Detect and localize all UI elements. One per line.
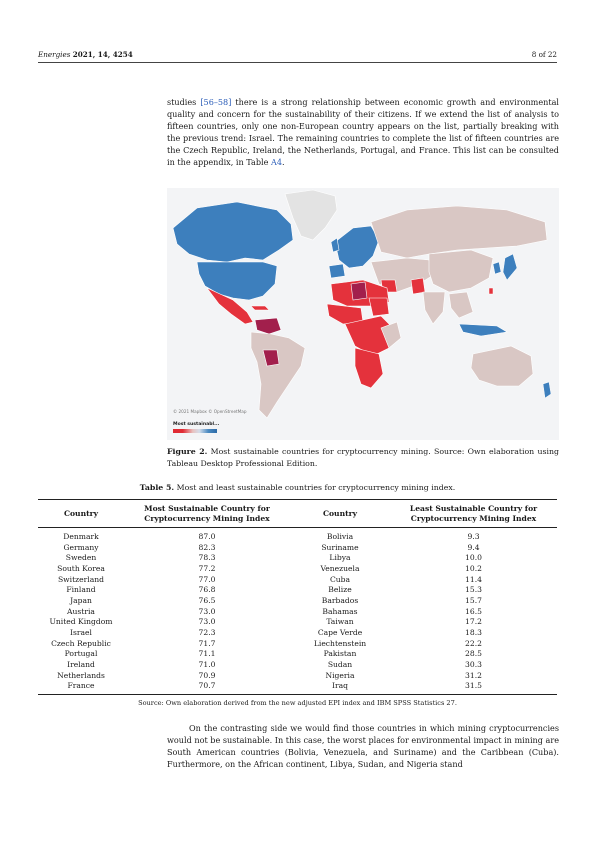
table-row <box>38 671 557 682</box>
table-row <box>38 628 557 639</box>
least-country: Pakistan <box>323 649 357 659</box>
least-value: 30.3 <box>465 659 482 669</box>
most-value: 72.3 <box>198 627 216 637</box>
map-legend-title[interactable]: Most sustainabl... <box>173 422 220 427</box>
most-country: Netherlands <box>57 670 105 680</box>
map-region-taiwan <box>489 288 493 294</box>
most-country: Portugal <box>64 649 98 659</box>
most-value: 76.8 <box>198 585 216 595</box>
most-value: 82.3 <box>198 542 216 552</box>
map-region-iberia <box>329 264 345 278</box>
most-country: United Kingdom <box>49 617 113 627</box>
most-value: 77.0 <box>198 574 216 584</box>
least-value: 9.3 <box>467 532 480 541</box>
map-region-pakistan <box>411 278 425 294</box>
table-row <box>38 649 557 660</box>
most-country: Israel <box>70 627 92 637</box>
page-number: 8 of 22 <box>531 50 557 59</box>
header-rule <box>38 62 557 63</box>
least-country: Cape Verde <box>317 627 363 637</box>
closing-paragraph: On the contrasting side we would find those countries in which mining cryptocurrencies would not be sustainable. In this case, the worst places for environmental impact in mining are South American countries (Bolivia, Venezuela, and Suriname) and the Caribbean (Cuba). Furthermore, on the African continent, Libya, Sudan, and Nigeria stand <box>167 723 559 770</box>
figure-label: Figure 2. <box>167 447 208 456</box>
most-value: 73.0 <box>198 617 216 627</box>
least-value: 16.5 <box>465 606 482 616</box>
least-value: 31.5 <box>390 681 557 694</box>
header-least-index: Least Sustainable Country for Cryptocurrency Mining Index <box>390 500 557 528</box>
most-value: 77.2 <box>198 563 216 573</box>
journal-citation: Energies 2021, 14, 4254 <box>38 50 133 59</box>
most-value: 76.5 <box>198 595 216 605</box>
most-country: Switzerland <box>57 574 104 584</box>
header-most-index: Most Sustainable Country for Cryptocurrency Mining Index <box>124 500 290 528</box>
least-country: Bahamas <box>322 606 358 616</box>
table-row <box>38 543 557 554</box>
least-value: 17.2 <box>465 617 482 627</box>
intro-paragraph: studies [56–58] there is a strong relationship between economic growth and environmental quality and concern for the sustainability of their citizens. If we extend the list of analysis to fifteen countries, only one non-European country appears on the list, partially breaking with the previous trend: Israel. The remaining countries to complete the list of fifteen countries are the Czech Republic, Ireland, the Netherlands, Portugal, and France. This list can be consulted in the appendix, in Table A4. <box>167 97 560 168</box>
least-country: Liechtenstein <box>313 638 367 648</box>
table-title: Table 5. Most and least sustainable countries for cryptocurrency mining index. <box>139 483 456 492</box>
least-value: 9.4 <box>467 542 480 552</box>
most-country: Ireland <box>67 659 95 669</box>
citation-link[interactable]: [56–58] <box>200 97 232 107</box>
most-value: 73.0 <box>198 606 216 616</box>
header-country-least: Country <box>290 500 390 528</box>
table-row <box>38 528 557 543</box>
page-header <box>38 50 557 62</box>
table-source-note: Source: Own elaboration derived from the new adjusted EPI index and IBM SPSS Statistics 27. <box>138 699 457 707</box>
least-country: Suriname <box>321 542 359 552</box>
table-header-row <box>38 500 557 528</box>
most-value: 71.7 <box>198 638 216 648</box>
least-country: Bolivia <box>326 532 354 541</box>
least-country: Belize <box>328 585 352 595</box>
table-row <box>38 553 557 564</box>
least-country: Venezuela <box>320 563 360 573</box>
most-value: 78.3 <box>198 553 216 563</box>
table-a4-link[interactable]: A4 <box>270 157 282 168</box>
least-value: 18.3 <box>465 627 482 637</box>
most-country: Germany <box>63 542 99 552</box>
least-country: Taiwan <box>326 617 354 627</box>
table-row <box>38 585 557 596</box>
table-row <box>38 596 557 607</box>
least-country: Nigeria <box>325 670 355 680</box>
table-row <box>38 681 557 694</box>
figure-caption: Figure 2. Most sustainable countries for cryptocurrency mining. Source: Own elaboration using Tableau Desktop Professional Edition. <box>167 447 559 468</box>
most-country: Japan <box>70 595 92 605</box>
least-value: 22.2 <box>465 638 482 648</box>
least-value: 28.5 <box>465 649 482 659</box>
least-value: 15.3 <box>465 585 482 595</box>
most-value: 71.1 <box>198 649 216 659</box>
table-row <box>38 617 557 628</box>
most-country: South Korea <box>57 563 105 573</box>
map-credit: © 2021 Mapbox © OpenStreetMap <box>173 409 247 414</box>
least-country: Sudan <box>327 659 353 669</box>
least-value: 11.4 <box>465 574 482 584</box>
sustainability-table <box>38 499 557 695</box>
table-row <box>38 660 557 671</box>
table-row <box>38 564 557 575</box>
most-country: Austria <box>67 606 95 616</box>
least-country: Iraq <box>290 681 390 694</box>
world-map <box>167 188 559 440</box>
header-country-most: Country <box>38 500 124 528</box>
most-country: Sweden <box>65 553 97 563</box>
table-row <box>38 575 557 586</box>
table-row <box>38 639 557 650</box>
most-value: 71.0 <box>198 659 216 669</box>
least-value: 10.0 <box>465 553 482 563</box>
least-country: Libya <box>329 553 351 563</box>
most-value: 70.9 <box>198 670 216 680</box>
least-value: 10.2 <box>465 563 482 573</box>
most-country: France <box>38 681 124 694</box>
map-region-libya <box>351 282 367 300</box>
most-country: Czech Republic <box>51 638 111 648</box>
least-country: Barbados <box>321 595 359 605</box>
least-value: 31.2 <box>465 670 482 680</box>
least-value: 15.7 <box>465 595 482 605</box>
map-legend-gradient <box>173 429 217 433</box>
table-row <box>38 607 557 618</box>
least-country: Cuba <box>329 574 351 584</box>
world-map-figure <box>167 188 559 440</box>
table-label: Table 5. <box>139 483 175 492</box>
most-value: 70.7 <box>124 681 290 694</box>
most-country: Denmark <box>63 532 99 541</box>
most-value: 87.0 <box>198 532 216 541</box>
most-country: Finland <box>66 585 96 595</box>
